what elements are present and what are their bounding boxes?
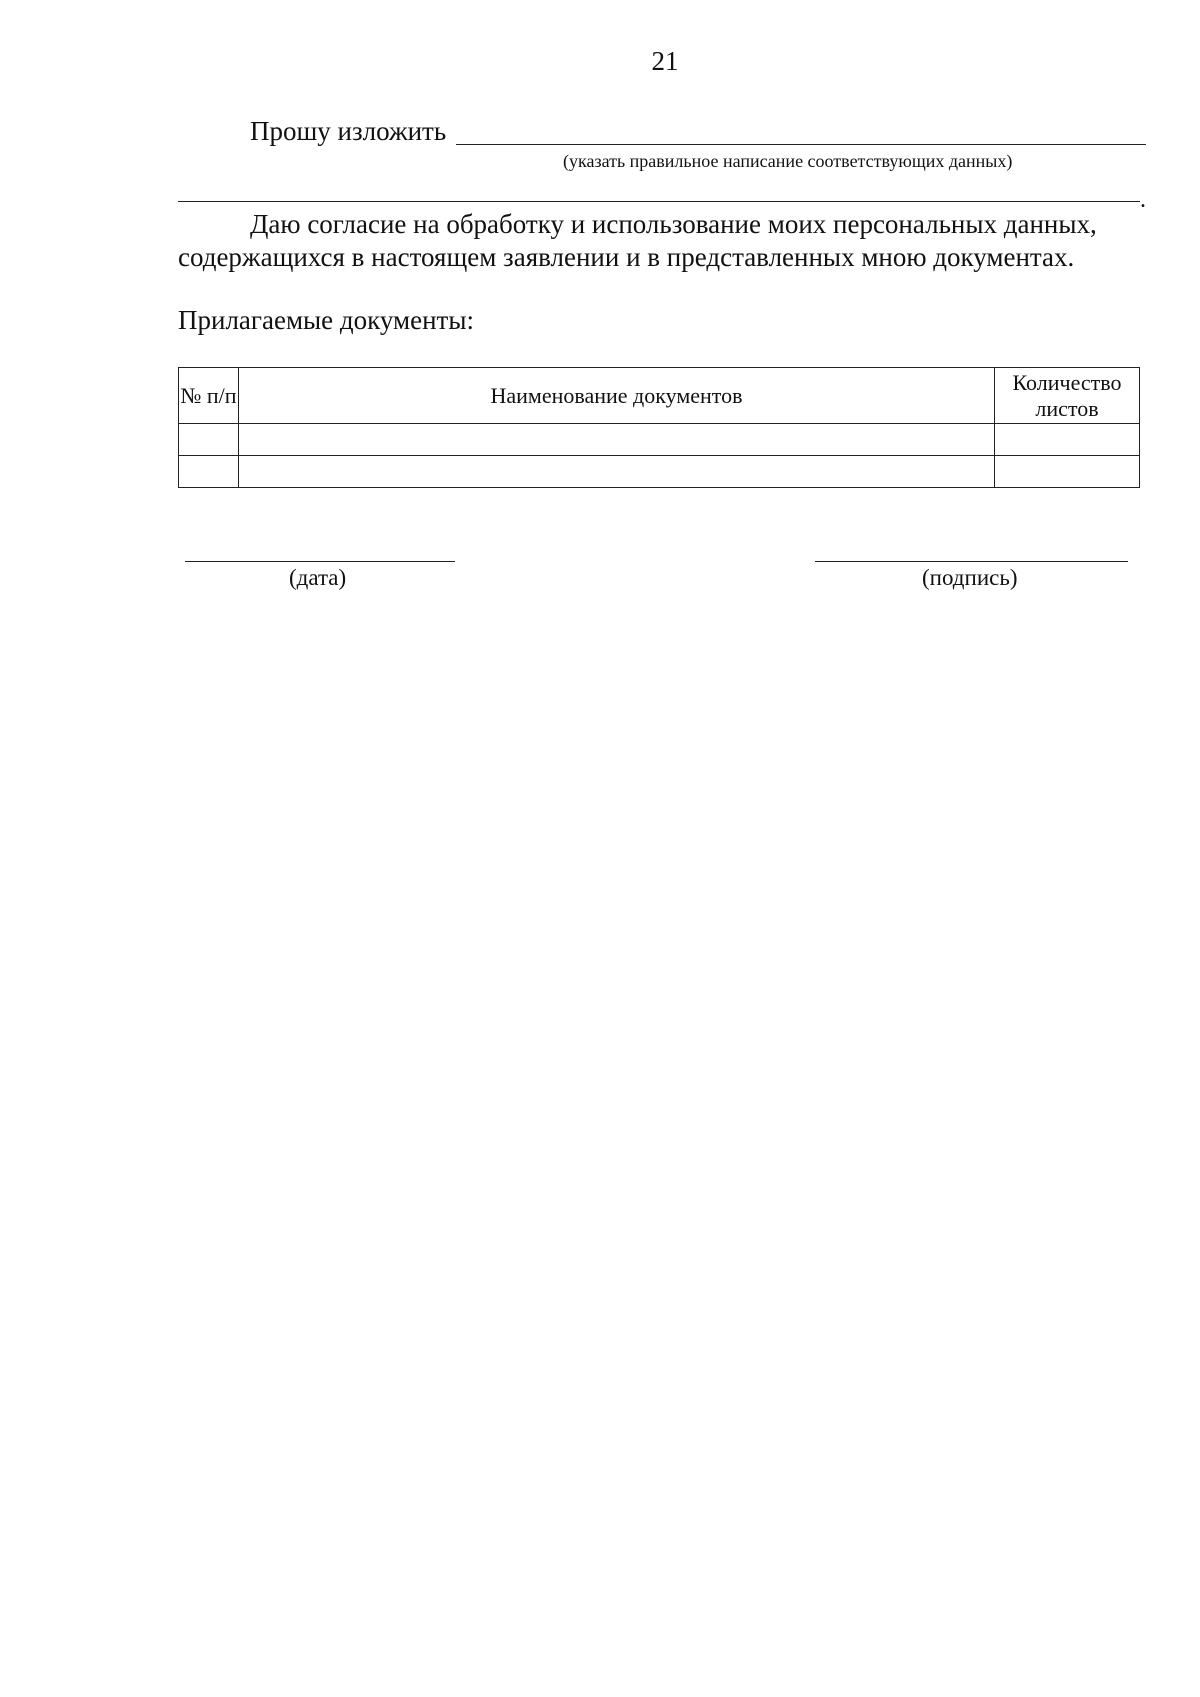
row-name-cell[interactable] — [239, 456, 995, 488]
table-row — [179, 424, 1140, 456]
attached-documents-table — [178, 367, 1140, 488]
request-input-line[interactable] — [456, 144, 1146, 145]
page-number: 21 — [651, 46, 679, 76]
date-input-line[interactable] — [185, 561, 455, 562]
date-caption: (дата) — [289, 565, 347, 590]
header-document-name: Наименование документов — [239, 368, 995, 424]
request-label: Прошу изложить — [250, 116, 447, 146]
attached-documents-title: Прилагаемые документы: — [178, 305, 474, 335]
consent-paragraph — [178, 208, 1148, 274]
row-number-cell[interactable] — [179, 424, 239, 456]
header-sheet-count: Количество листов — [995, 368, 1140, 424]
row-number-cell[interactable] — [179, 456, 239, 488]
request-hint: (указать правильное написание соответствующих данных) — [563, 151, 1013, 171]
row-count-cell[interactable] — [995, 456, 1140, 488]
consent-text: Даю согласие на обработку и использование моих персональных данных, содержащихся в настоящем заявлении и в представленных мною документах. — [178, 209, 1097, 272]
row-count-cell[interactable] — [995, 424, 1140, 456]
row-name-cell[interactable] — [239, 424, 995, 456]
table-header-row — [179, 368, 1140, 424]
header-number: № п/п — [179, 368, 239, 424]
request-end-mark: . — [1140, 187, 1146, 213]
signature-caption: (подпись) — [922, 565, 1018, 590]
table-row — [179, 456, 1140, 488]
request-continuation-line[interactable] — [178, 201, 1140, 202]
signature-input-line[interactable] — [815, 561, 1128, 562]
